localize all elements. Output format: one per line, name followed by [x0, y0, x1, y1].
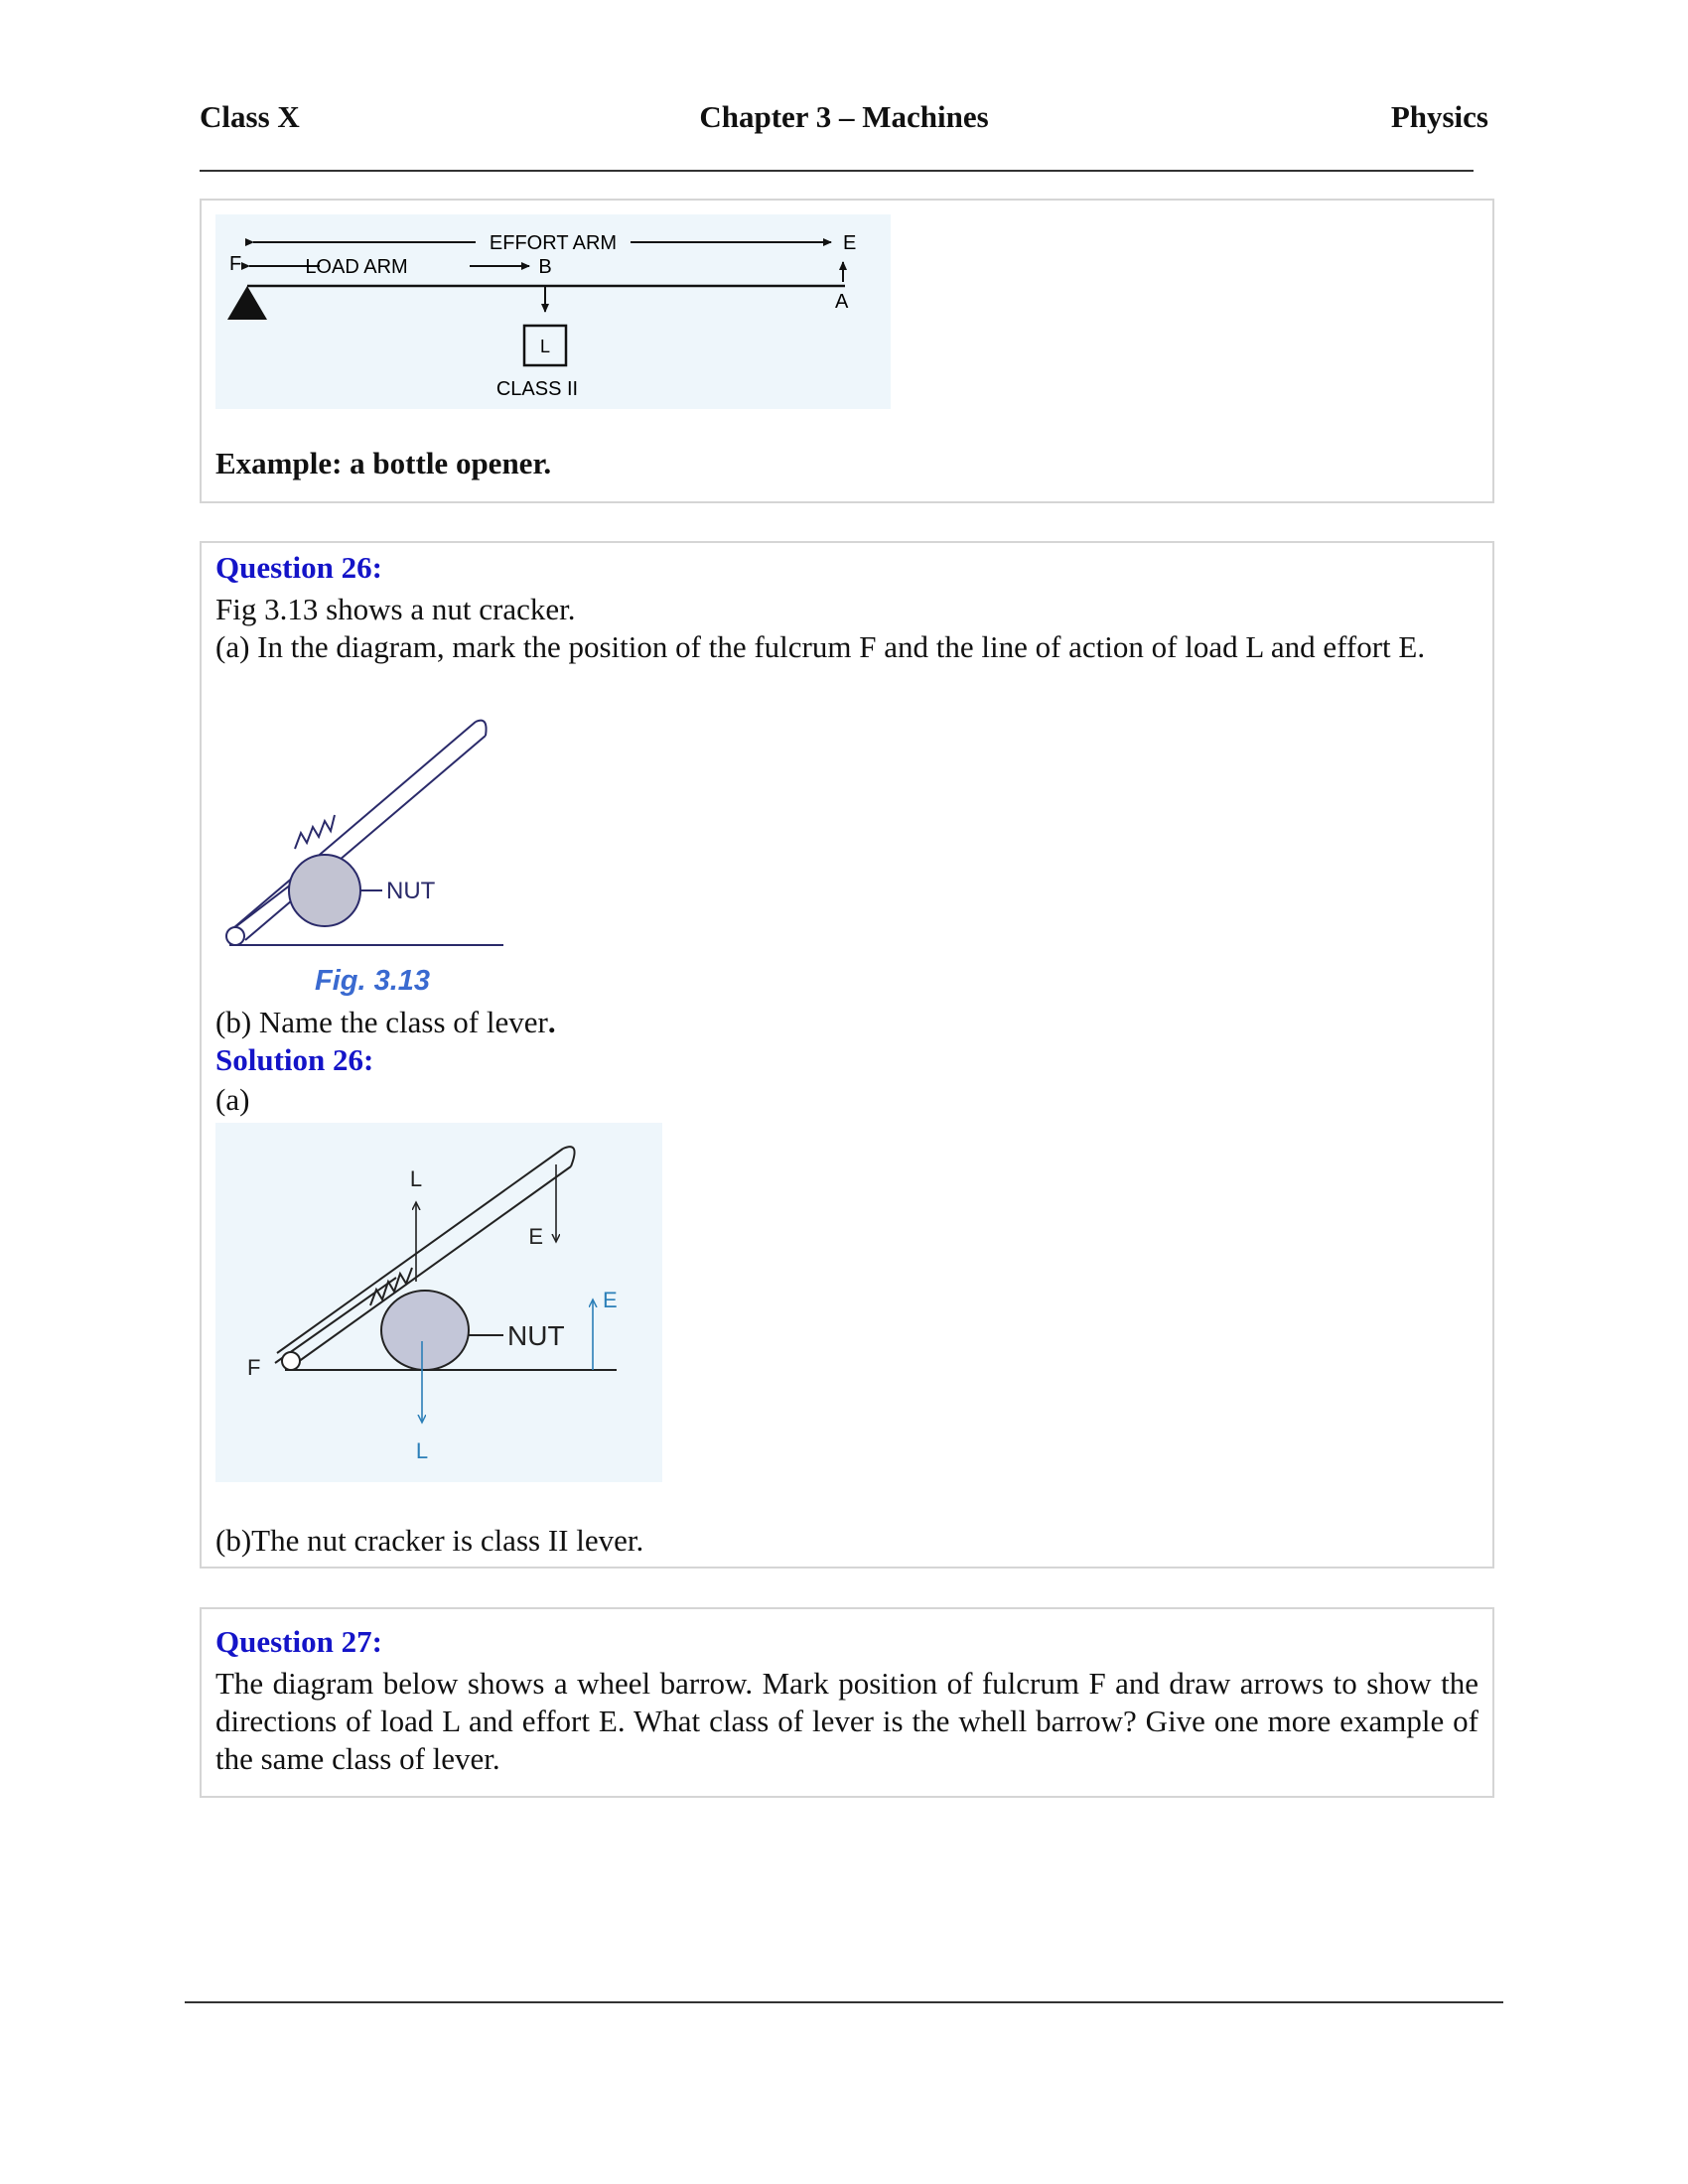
upper-arm-bottom — [245, 736, 486, 940]
teeth — [295, 815, 335, 849]
hinge-circle — [226, 927, 244, 945]
sol-nut — [381, 1291, 469, 1370]
solution-26-title: Solution 26: — [215, 1042, 374, 1077]
nut-label: NUT — [386, 878, 436, 904]
question-26-part-b — [215, 1004, 1478, 1041]
label-a: A — [835, 291, 849, 313]
fig-caption: Fig. 3.13 — [315, 965, 431, 997]
question-26-line2: (a) In the diagram, mark the position of the fulcrum F and the line of action of load L and effort E. — [215, 629, 1426, 664]
sol-hinge — [282, 1352, 300, 1370]
question-26-line1: Fig 3.13 shows a nut cracker. — [215, 592, 576, 626]
effort-arm-label: EFFORT ARM — [489, 232, 618, 254]
question-26-box — [200, 541, 1494, 1569]
solution-26-part-a: (a) — [215, 1082, 250, 1117]
footer-rule — [185, 2001, 1503, 2003]
nut-circle — [289, 855, 360, 926]
header-rule — [200, 170, 1474, 172]
part-b-text: (b) Name the class of lever — [215, 1005, 548, 1039]
part-b-end: . — [547, 1005, 556, 1039]
solution-figure — [215, 1123, 662, 1482]
figure-caption: CLASS II — [495, 378, 579, 400]
upper-arm-tip — [476, 721, 487, 736]
question-27-box — [200, 1607, 1494, 1798]
sol-l-top-label: L — [409, 1166, 423, 1191]
nut-cracker-figure — [215, 710, 543, 998]
load-arm-label: LOAD ARM — [305, 256, 408, 278]
question-26-title: Question 26: — [215, 550, 382, 585]
sol-l-bottom-label: L — [415, 1438, 429, 1463]
header-subject: Physics — [1390, 99, 1488, 134]
label-e: E — [843, 232, 857, 254]
example-text: Example: a bottle opener. — [215, 446, 552, 480]
header-class: Class X — [200, 99, 300, 134]
sol-nut-label: NUT — [507, 1320, 565, 1351]
label-b: B — [538, 256, 552, 278]
question-27-text: The diagram below shows a wheel barrow. Mark position of fulcrum F and draw arrows to show the directions of load L and effort E. What class of lever is the whell barrow? Give one more example of the same class of lever. — [215, 1666, 1478, 1776]
class2-lever-figure — [215, 214, 891, 409]
label-l: L — [539, 337, 551, 356]
sol-f-label: F — [247, 1355, 261, 1380]
sol-e-top-label: E — [528, 1224, 543, 1249]
sol-e-blue-label: E — [603, 1288, 618, 1312]
label-f: F — [229, 253, 242, 275]
question-27-title: Question 27: — [215, 1624, 382, 1659]
class2-lever-box — [200, 199, 1494, 503]
solution-26-part-b: (b)The nut cracker is class II lever. — [215, 1523, 644, 1558]
header-chapter: Chapter 3 – Machines — [699, 99, 989, 134]
